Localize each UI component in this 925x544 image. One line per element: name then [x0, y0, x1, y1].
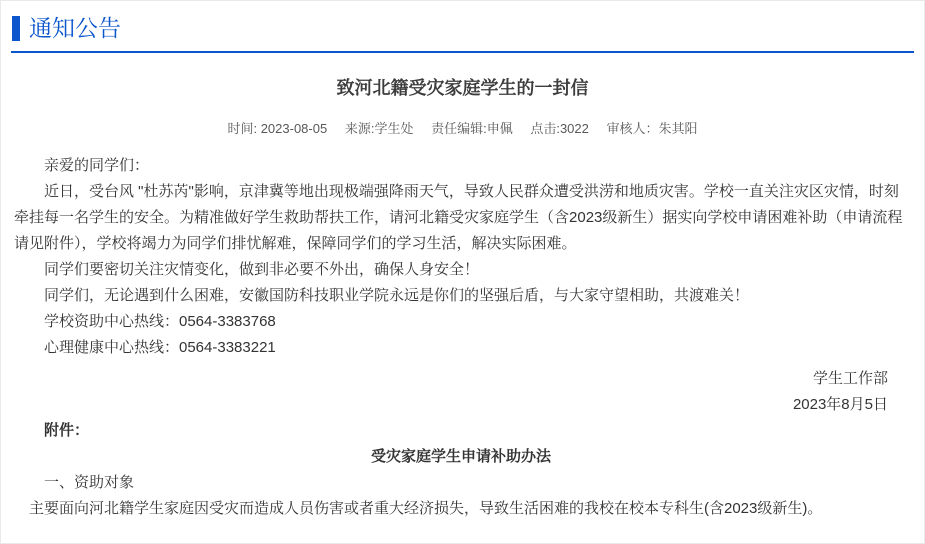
article-meta: [1, 118, 924, 137]
paragraph-salutation: 亲爱的同学们：: [44, 157, 150, 175]
section-header: [1, 1, 924, 41]
article-title: 致河北籍受灾家庭学生的一封信: [336, 78, 589, 99]
attachment-section-heading: 一、资助对象: [44, 474, 135, 492]
paragraph-main: 近日，受台风 "杜苏芮"影响，京津冀等地出现极端强降雨天气，导致人民群众遭受洪涝和地质灾害。学校一直关注灾区灾情，时刻牵挂每一名学生的安全。为精准做好学生救助帮扶工作，请河北籍受灾家庭学生（含2023级新生）据实向学校申请困难补助（申请流程请见附件），学校将竭力为同学们排忧解难，保障同学们的学习生活，解决实际困难。: [14, 183, 903, 253]
paragraph-support: 同学们，无论遇到什么困难，安徽国防科技职业学院永远是你们的坚强后盾，与大家守望相助，共渡难关！: [44, 287, 750, 305]
meta-time: 时间: 2023-08-05: [227, 121, 328, 137]
meta-reviewer: 审核人：朱其阳: [606, 121, 698, 137]
section-title: 通知公告: [29, 15, 121, 41]
attachment-label: 附件：: [44, 422, 90, 440]
article-body: [1, 153, 924, 522]
meta-source: 来源:学生处: [344, 121, 414, 137]
paragraph-health-hotline: 心理健康中心热线：0564-3383221: [44, 339, 276, 357]
signature-date: 2023年8月5日: [792, 396, 888, 414]
meta-editor: 责任编辑:申佩: [431, 121, 513, 137]
accent-bar: [12, 16, 20, 41]
signature-block: [14, 366, 908, 418]
paragraph-aid-hotline: 学校资助中心热线：0564-3383768: [44, 313, 276, 331]
attachment-section-body: 主要面向河北籍学生家庭因受灾而造成人员伤害或者重大经济损失，导致生活困难的我校在校本专科生(含2023级新生)。: [29, 500, 823, 518]
signature-department: 学生工作部: [812, 370, 888, 388]
header-divider: [11, 51, 914, 53]
attachment-title: 受灾家庭学生申请补助办法: [370, 448, 551, 466]
meta-clicks: 点击:3022: [530, 121, 589, 137]
paragraph-safety: 同学们要密切关注灾情变化，做到非必要不外出，确保人身安全！: [44, 261, 480, 279]
